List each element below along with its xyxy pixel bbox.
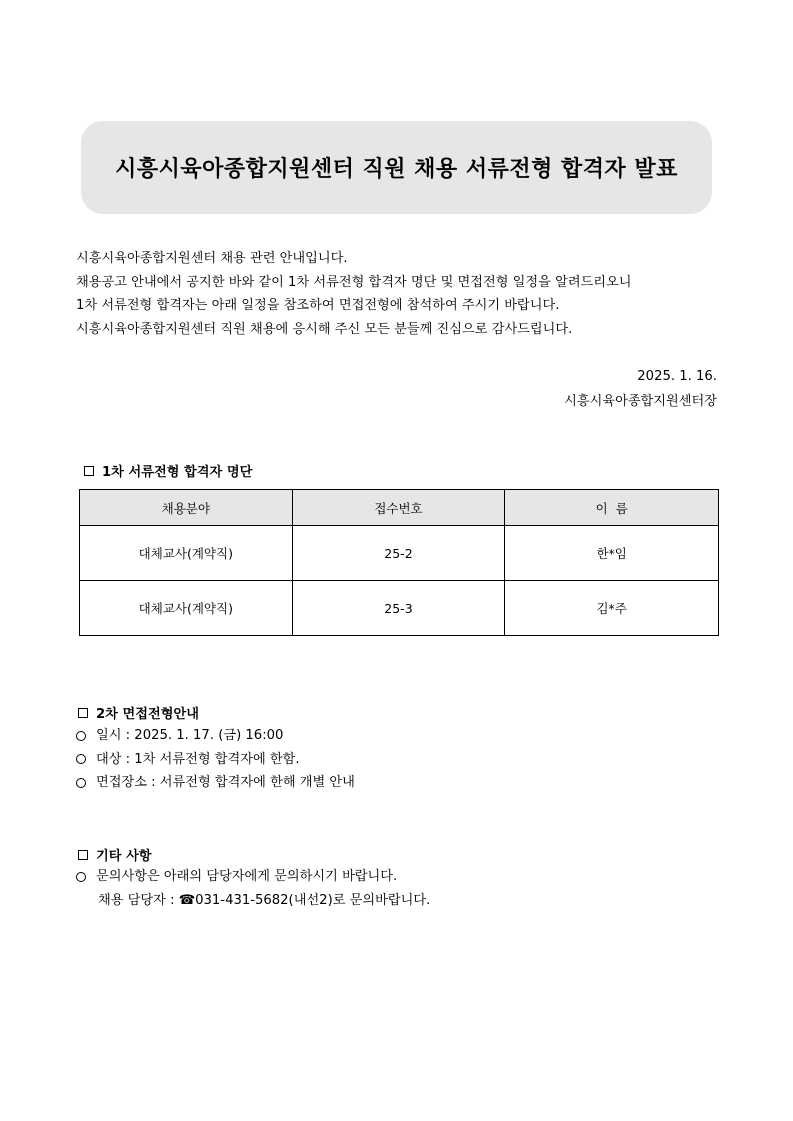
list-item (76, 771, 355, 795)
table-cell: 25-3 (292, 581, 505, 636)
intro-line: 채용공고 안내에서 공지한 바와 같이 1차 서류전형 합격자 명단 및 면접전형 일정을 알려드리오니 (76, 274, 632, 290)
table-header-row (80, 490, 719, 526)
square-bullet-icon (84, 466, 94, 476)
list-item-text: 일시 : 2025. 1. 17. (금) 16:00 (96, 728, 284, 743)
table-row (80, 581, 719, 636)
announcement-date: 2025. 1. 16. (637, 369, 717, 384)
table-cell: 김*주 (505, 581, 719, 636)
section-heading-text: 1차 서류전형 합격자 명단 (102, 465, 253, 480)
section-heading-text: 기타 사항 (96, 849, 152, 864)
square-bullet-icon (78, 708, 88, 718)
table-cell: 대체교사(계약직) (80, 526, 293, 581)
column-header: 이 름 (505, 490, 719, 526)
circle-bullet-icon (76, 872, 86, 882)
circle-bullet-icon (76, 731, 86, 741)
intro-line: 시흥시육아종합지원센터 채용 관련 안내입니다. (76, 251, 348, 266)
results-table (79, 489, 719, 636)
title-banner (81, 121, 712, 214)
table-cell: 25-2 (292, 526, 505, 581)
intro-line: 1차 서류전형 합격자는 아래 일정을 참조하여 면접전형에 참석하여 주시기 바랍니다. (76, 298, 560, 313)
contact-info: 채용 담당자 : ☎031-431-5682(내선2)로 문의바랍니다. (98, 892, 431, 908)
section-heading-interview (78, 703, 199, 722)
column-header: 채용분야 (80, 490, 293, 526)
page-title: 시흥시육아종합지원센터 직원 채용 서류전형 합격자 발표 (115, 157, 678, 182)
table-cell: 한*임 (505, 526, 719, 581)
square-bullet-icon (78, 850, 88, 860)
intro-line: 시흥시육아종합지원센터 직원 채용에 응시해 주신 모든 분들께 진심으로 감사드립니다. (76, 321, 573, 337)
section-heading-etc (78, 845, 152, 864)
interview-list (76, 724, 355, 795)
table-cell: 대체교사(계약직) (80, 581, 293, 636)
list-item-text: 면접장소 : 서류전형 합격자에 한해 개별 안내 (96, 775, 355, 790)
list-item-text: 대상 : 1차 서류전형 합격자에 한함. (96, 751, 300, 767)
section-heading-results (84, 461, 252, 480)
list-item (76, 865, 430, 889)
section-heading-text: 2차 면접전형안내 (96, 707, 199, 722)
list-item-text: 문의사항은 아래의 담당자에게 문의하시기 바랍니다. (96, 869, 398, 884)
intro-paragraph (76, 247, 736, 341)
list-item (76, 724, 355, 748)
etc-list (76, 865, 430, 912)
issuer-name: 시흥시육아종합지원센터장 (564, 394, 717, 409)
table-row (80, 526, 719, 581)
circle-bullet-icon (76, 754, 86, 764)
list-item (76, 748, 355, 772)
circle-bullet-icon (76, 778, 86, 788)
column-header: 접수번호 (292, 490, 505, 526)
signature-block (564, 364, 717, 414)
